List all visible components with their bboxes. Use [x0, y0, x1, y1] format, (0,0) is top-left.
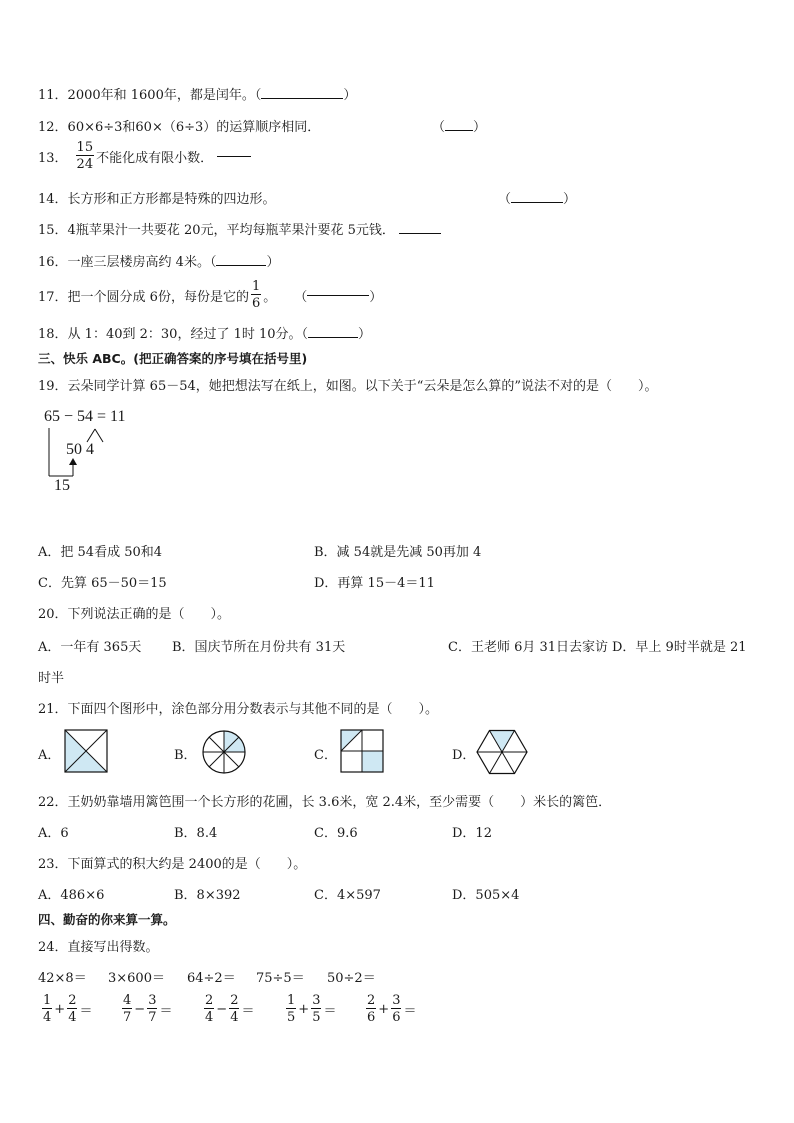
question-12	[38, 116, 320, 135]
option-b[interactable]: B．减 54就是先减 50再加 4	[314, 545, 482, 560]
calc-item: 50÷2＝	[327, 971, 376, 986]
fraction-numerator: 4	[123, 993, 132, 1008]
question-15	[38, 219, 441, 238]
fraction-denominator: 5	[287, 1010, 296, 1025]
question-number: 11．	[38, 88, 68, 103]
question-text: 2000年和 1600年，都是闰年。	[67, 88, 255, 103]
question-number: 13．	[38, 150, 68, 166]
question-number: 17．	[38, 289, 68, 305]
option-d[interactable]: D．再算 15－4＝11	[314, 576, 435, 591]
frac-calc-2	[120, 994, 172, 1024]
fraction-numerator: 2	[68, 993, 77, 1008]
question-text: 一座三层楼房高约 4米。（	[67, 255, 217, 270]
option-b[interactable]: B．8×392	[174, 888, 241, 903]
question-14-answer	[498, 188, 576, 207]
calc-item: 64÷2＝	[187, 971, 236, 986]
fraction-numerator: 1	[287, 993, 296, 1008]
fraction	[147, 994, 157, 1024]
question-23	[38, 853, 306, 872]
answer-blank[interactable]	[445, 129, 473, 131]
question-number: 23．	[38, 857, 68, 872]
figure-result: 15	[54, 477, 70, 494]
question-14	[38, 188, 276, 207]
option-b[interactable]: B．国庆节所在月份共有 31天	[172, 640, 346, 655]
fraction	[122, 994, 132, 1024]
option-c-label[interactable]: C．	[314, 748, 337, 763]
option-d[interactable]: D．早上 9时半就是 21	[612, 640, 747, 655]
fraction	[229, 994, 239, 1024]
question-text: 下列说法正确的是（ ）。	[67, 607, 231, 622]
frac-calc-1	[40, 994, 92, 1024]
fraction-denominator: 4	[230, 1010, 239, 1025]
fraction-numerator: 2	[367, 993, 376, 1008]
option-a[interactable]: A．6	[38, 826, 69, 841]
fraction-denominator: 5	[312, 1010, 321, 1025]
operator: +	[54, 1001, 66, 1017]
option-b[interactable]: B．8.4	[174, 826, 218, 841]
fraction	[42, 994, 52, 1024]
question-text: 把一个圆分成 6份，每份是它的	[67, 289, 249, 305]
question-text: 下面四个图形中，涂色部分用分数表示与其他不同的是（ ）。	[67, 702, 439, 717]
fraction-denominator: 4	[68, 1010, 77, 1025]
option-a[interactable]: A．把 54看成 50和4	[38, 545, 163, 560]
question-number: 12．	[38, 120, 68, 135]
paren-left: （	[254, 88, 262, 103]
question-20	[38, 603, 230, 622]
figure-c-square-grid[interactable]	[340, 729, 384, 773]
frac-calc-3	[202, 994, 254, 1024]
question-18	[38, 323, 371, 342]
calc-item: 75÷5＝	[256, 971, 305, 986]
option-c[interactable]: C．王老师 6月 31日去家访	[448, 640, 609, 655]
question-text: 不能化成有限小数．	[96, 150, 214, 166]
paren-left: （	[294, 289, 308, 305]
question-19	[38, 375, 658, 394]
question-text: 直接写出得数。	[67, 940, 159, 955]
paren-right: ）	[266, 255, 280, 270]
question-number: 22．	[38, 795, 68, 810]
question-text: 4瓶苹果汁一共要花 20元，平均每瓶苹果汁要花 5元钱．	[67, 223, 395, 238]
equals-sign: ＝	[159, 1003, 173, 1019]
question-22	[38, 791, 611, 810]
figure-a-square-quarter[interactable]	[64, 729, 108, 773]
fraction	[391, 994, 401, 1024]
paren-right: ）	[473, 120, 487, 135]
question-number: 24．	[38, 940, 68, 955]
option-c[interactable]: C．4×597	[314, 888, 381, 903]
operator: +	[378, 1001, 390, 1017]
question-13	[38, 141, 251, 171]
section-heading-4: 四、勤奋的你来算一算。	[38, 912, 176, 927]
question-number: 16．	[38, 255, 68, 270]
fraction-denominator: 6	[367, 1010, 376, 1025]
answer-blank[interactable]	[216, 264, 266, 266]
operator: −	[216, 1001, 228, 1017]
fraction	[251, 280, 261, 310]
paren-left: （	[432, 120, 446, 135]
question-text: 王奶奶靠墙用篱笆围一个长方形的花圃，长 3.6米，宽 2.4米，至少需要（ ）米长的篱笆．	[67, 795, 612, 810]
question-number: 14．	[38, 192, 68, 207]
fraction-numerator: 3	[392, 993, 401, 1008]
paren-right: ）	[358, 327, 372, 342]
answer-blank[interactable]	[511, 201, 563, 203]
fraction-denominator: 7	[123, 1010, 132, 1025]
operator: +	[298, 1001, 310, 1017]
question-11	[38, 84, 356, 103]
section-heading-3: 三、快乐 ABC。(把正确答案的序号填在括号里)	[38, 351, 308, 366]
option-d[interactable]: D．505×4	[452, 888, 520, 903]
fraction-numerator: 3	[148, 993, 157, 1008]
equals-sign: ＝	[323, 1003, 337, 1019]
option-b-label[interactable]: B．	[174, 748, 197, 763]
option-a[interactable]: A．一年有 365天	[38, 640, 142, 655]
paren-left: （	[498, 192, 512, 207]
fraction	[67, 994, 77, 1024]
question-text: 60×6÷3和60×（6÷3）的运算顺序相同．	[67, 120, 321, 135]
question-text: 下面算式的积大约是 2400的是（ ）。	[67, 857, 307, 872]
fraction-denominator: 4	[43, 1010, 52, 1025]
equals-sign: ＝	[403, 1003, 417, 1019]
option-c[interactable]: C．9.6	[314, 826, 358, 841]
option-d-label[interactable]: D．	[452, 748, 476, 763]
fraction-numerator: 2	[205, 993, 214, 1008]
fraction-denominator: 24	[76, 157, 94, 172]
question-24	[38, 936, 159, 955]
fraction-denominator: 6	[392, 1010, 401, 1025]
question-16	[38, 251, 279, 270]
fraction-numerator: 2	[230, 993, 239, 1008]
answer-blank[interactable]	[399, 232, 441, 234]
paren-right: ）	[343, 88, 357, 103]
question-12-answer	[432, 116, 486, 135]
question-text: 长方形和正方形都是特殊的四边形。	[67, 192, 276, 207]
equals-sign: ＝	[241, 1003, 255, 1019]
figure-split-numbers: 50 4	[66, 441, 94, 458]
fraction	[366, 994, 376, 1024]
calc-item: 3×600＝	[108, 971, 165, 986]
option-d[interactable]: D．12	[452, 826, 492, 841]
question-21	[38, 698, 438, 717]
question-17	[38, 280, 382, 310]
option-a[interactable]: A．486×6	[38, 888, 105, 903]
figure-b-circle-eighths[interactable]	[201, 729, 247, 775]
paren-right: ）	[563, 192, 577, 207]
answer-blank[interactable]	[307, 294, 369, 296]
question-text: 云朵同学计算 65－54，她把想法写在纸上，如图。以下关于“云朵是怎么算的”说法不对的是（ ）。	[67, 379, 658, 394]
fraction	[286, 994, 296, 1024]
fraction-numerator: 3	[312, 993, 321, 1008]
frac-calc-4	[284, 994, 336, 1024]
option-d-wrap: 时半	[38, 671, 65, 686]
question-number: 21．	[38, 702, 68, 717]
fraction-numerator: 1	[43, 993, 52, 1008]
option-a-label[interactable]: A．	[38, 748, 61, 763]
answer-blank[interactable]	[217, 155, 251, 157]
answer-blank[interactable]	[261, 97, 343, 99]
punctuation: 。	[263, 289, 277, 305]
fraction	[311, 994, 321, 1024]
calc-item: 42×8＝	[38, 971, 87, 986]
figure-d-hexagon[interactable]	[476, 729, 528, 775]
question-number: 19．	[38, 379, 68, 394]
fraction-numerator: 15	[76, 140, 94, 155]
figure-equation: 65 − 54 = 11	[44, 408, 126, 425]
operator: −	[134, 1001, 146, 1017]
question-number: 15．	[38, 223, 68, 238]
fraction-denominator: 7	[148, 1010, 157, 1025]
option-c[interactable]: C．先算 65－50＝15	[38, 576, 167, 591]
frac-calc-5	[364, 994, 416, 1024]
answer-blank[interactable]	[308, 336, 358, 338]
equals-sign: ＝	[79, 1003, 93, 1019]
fraction	[76, 141, 95, 171]
fraction-denominator: 6	[251, 296, 261, 311]
calculation-figure	[40, 403, 160, 503]
question-text: 从 1：40到 2：30，经过了 1时 10分。（	[67, 327, 309, 342]
paren-right: ）	[369, 289, 383, 305]
fraction-denominator: 4	[205, 1010, 214, 1025]
question-number: 18．	[38, 327, 68, 342]
question-number: 20．	[38, 607, 68, 622]
fraction-numerator: 1	[251, 279, 261, 294]
fraction	[204, 994, 214, 1024]
